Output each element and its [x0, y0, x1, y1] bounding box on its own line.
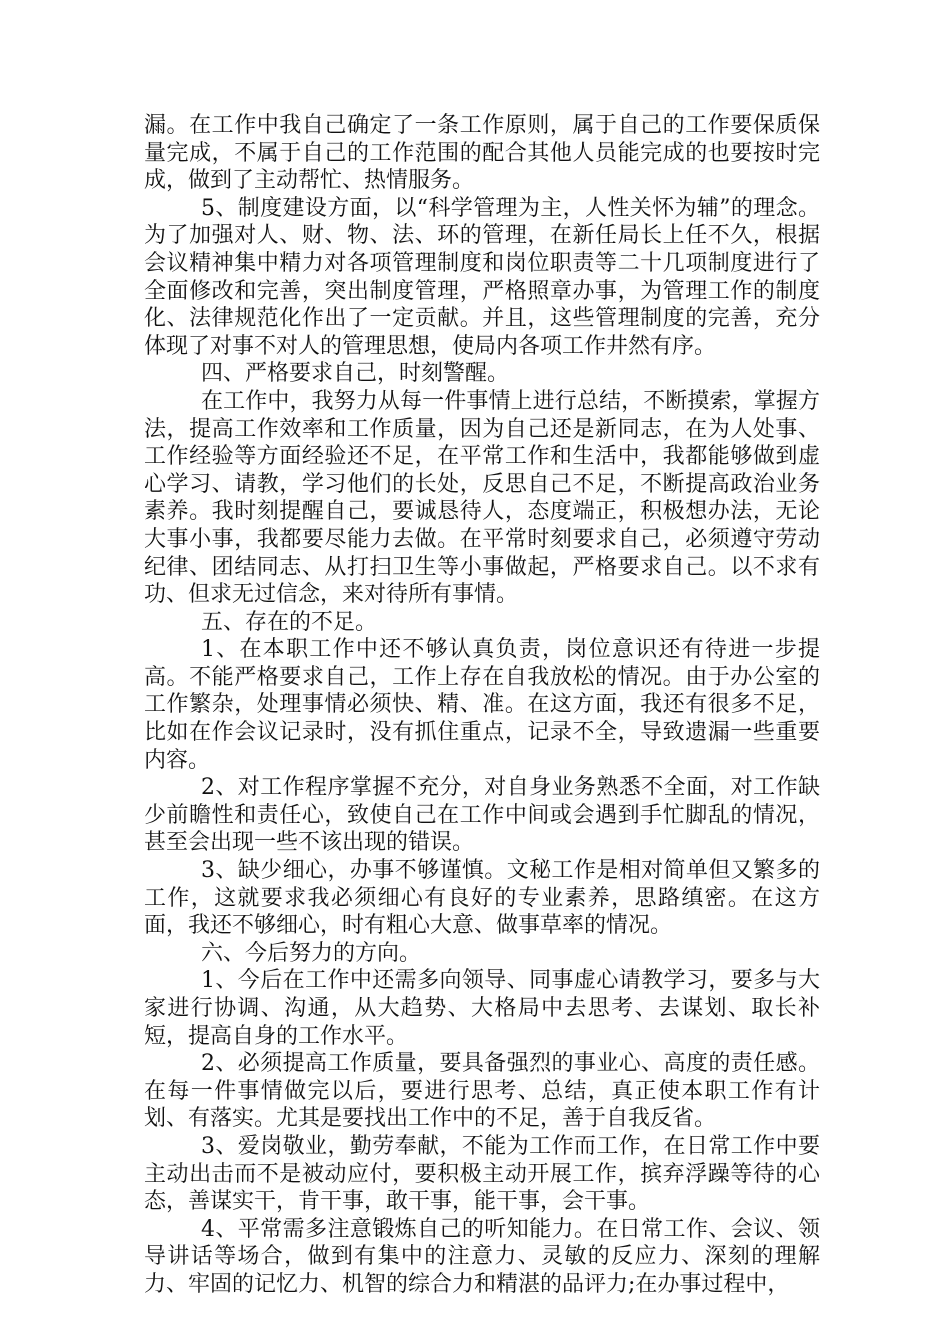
- paragraph: 2、对工作程序掌握不充分，对自身业务熟悉不全面，对工作缺少前瞻性和责任心，致使自己在工作中间或会遇到手忙脚乱的情况，甚至会出现一些不该出现的错误。: [144, 775, 820, 856]
- paragraph: 3、爱岗敬业，勤劳奉献，不能为工作而工作，在日常工作中要主动出击而不是被动应付，要积极主动开展工作，摈弃浮躁等待的心态，善谋实干，肯干事，敢干事，能干事，会干事。: [144, 1133, 820, 1215]
- section-heading: 五、存在的不足。: [201, 609, 378, 635]
- section-heading: 四、严格要求自己，时刻警醒。: [201, 361, 510, 387]
- section-heading: 六、今后努力的方向。: [201, 940, 422, 966]
- paragraph: 1、今后在工作中还需多向领导、同事虚心请教学习，要多与大家进行协调、沟通，从大趋势、大格局中去思考、去谋划、取长补短，提高自身的工作水平。: [144, 968, 820, 1049]
- paragraph: 3、缺少细心，办事不够谨慎。文秘工作是相对简单但又繁多的工作，这就要求我必须细心有良好的专业素养，思路缜密。在这方面，我还不够细心，时有粗心大意、做事草率的情况。: [144, 858, 820, 939]
- paragraph: 1、在本职工作中还不够认真负责，岗位意识还有待进一步提高。不能严格要求自己，工作上存在自我放松的情况。由于办公室的工作繁杂，处理事情必须快、精、准。在这方面，我还有很多不足，比如在作会议记录时，没有抓住重点，记录不全，导致遗漏一些重要内容。: [144, 637, 820, 773]
- document-body: [144, 112, 820, 1299]
- paragraph: 5、制度建设方面，以“科学管理为主，人性关怀为辅”的理念。为了加强对人、财、物、法、环的管理，在新任局长上任不久，根据会议精神集中精力对各项管理制度和岗位职责等二十几项制度进行了全面修改和完善，突出制度管理，严格照章办事，为管理工作的制度化、法律规范化作出了一定贡献。并且，这些管理制度的完善，充分体现了对事不对人的管理思想，使局内各项工作井然有序。: [144, 195, 820, 359]
- paragraph: 在工作中，我努力从每一件事情上进行总结，不断摸索，掌握方法，提高工作效率和工作质量，因为自己还是新同志，在为人处事、工作经验等方面经验还不足，在平常工作和生活中，我都能够做到虚心学习、请教，学习他们的长处，反思自己不足，不断提高政治业务素养。我时刻提醒自己，要诚恳待人，态度端正，积极想办法，无论大事小事，我都要尽能力去做。在平常时刻要求自己，必须遵守劳动纪律、团结同志、从打扫卫生等小事做起，严格要求自己。以不求有功、但求无过信念，来对待所有事情。: [144, 388, 820, 608]
- paragraph: 4、平常需多注意锻炼自己的听知能力。在日常工作、会议、领导讲话等场合，做到有集中的注意力、灵敏的反应力、深刻的理解力、牢固的记忆力、机智的综合力和精湛的品评力;在办事过程中，: [144, 1216, 820, 1297]
- paragraph: 2、必须提高工作质量，要具备强烈的事业心、高度的责任感。在每一件事情做完以后，要进行思考、总结，真正使本职工作有计划、有落实。尤其是要找出工作中的不足，善于自我反省。: [144, 1051, 820, 1132]
- paragraph: 漏。在工作中我自己确定了一条工作原则，属于自己的工作要保质保量完成，不属于自己的工作范围的配合其他人员能完成的也要按时完成，做到了主动帮忙、热情服务。: [144, 113, 820, 194]
